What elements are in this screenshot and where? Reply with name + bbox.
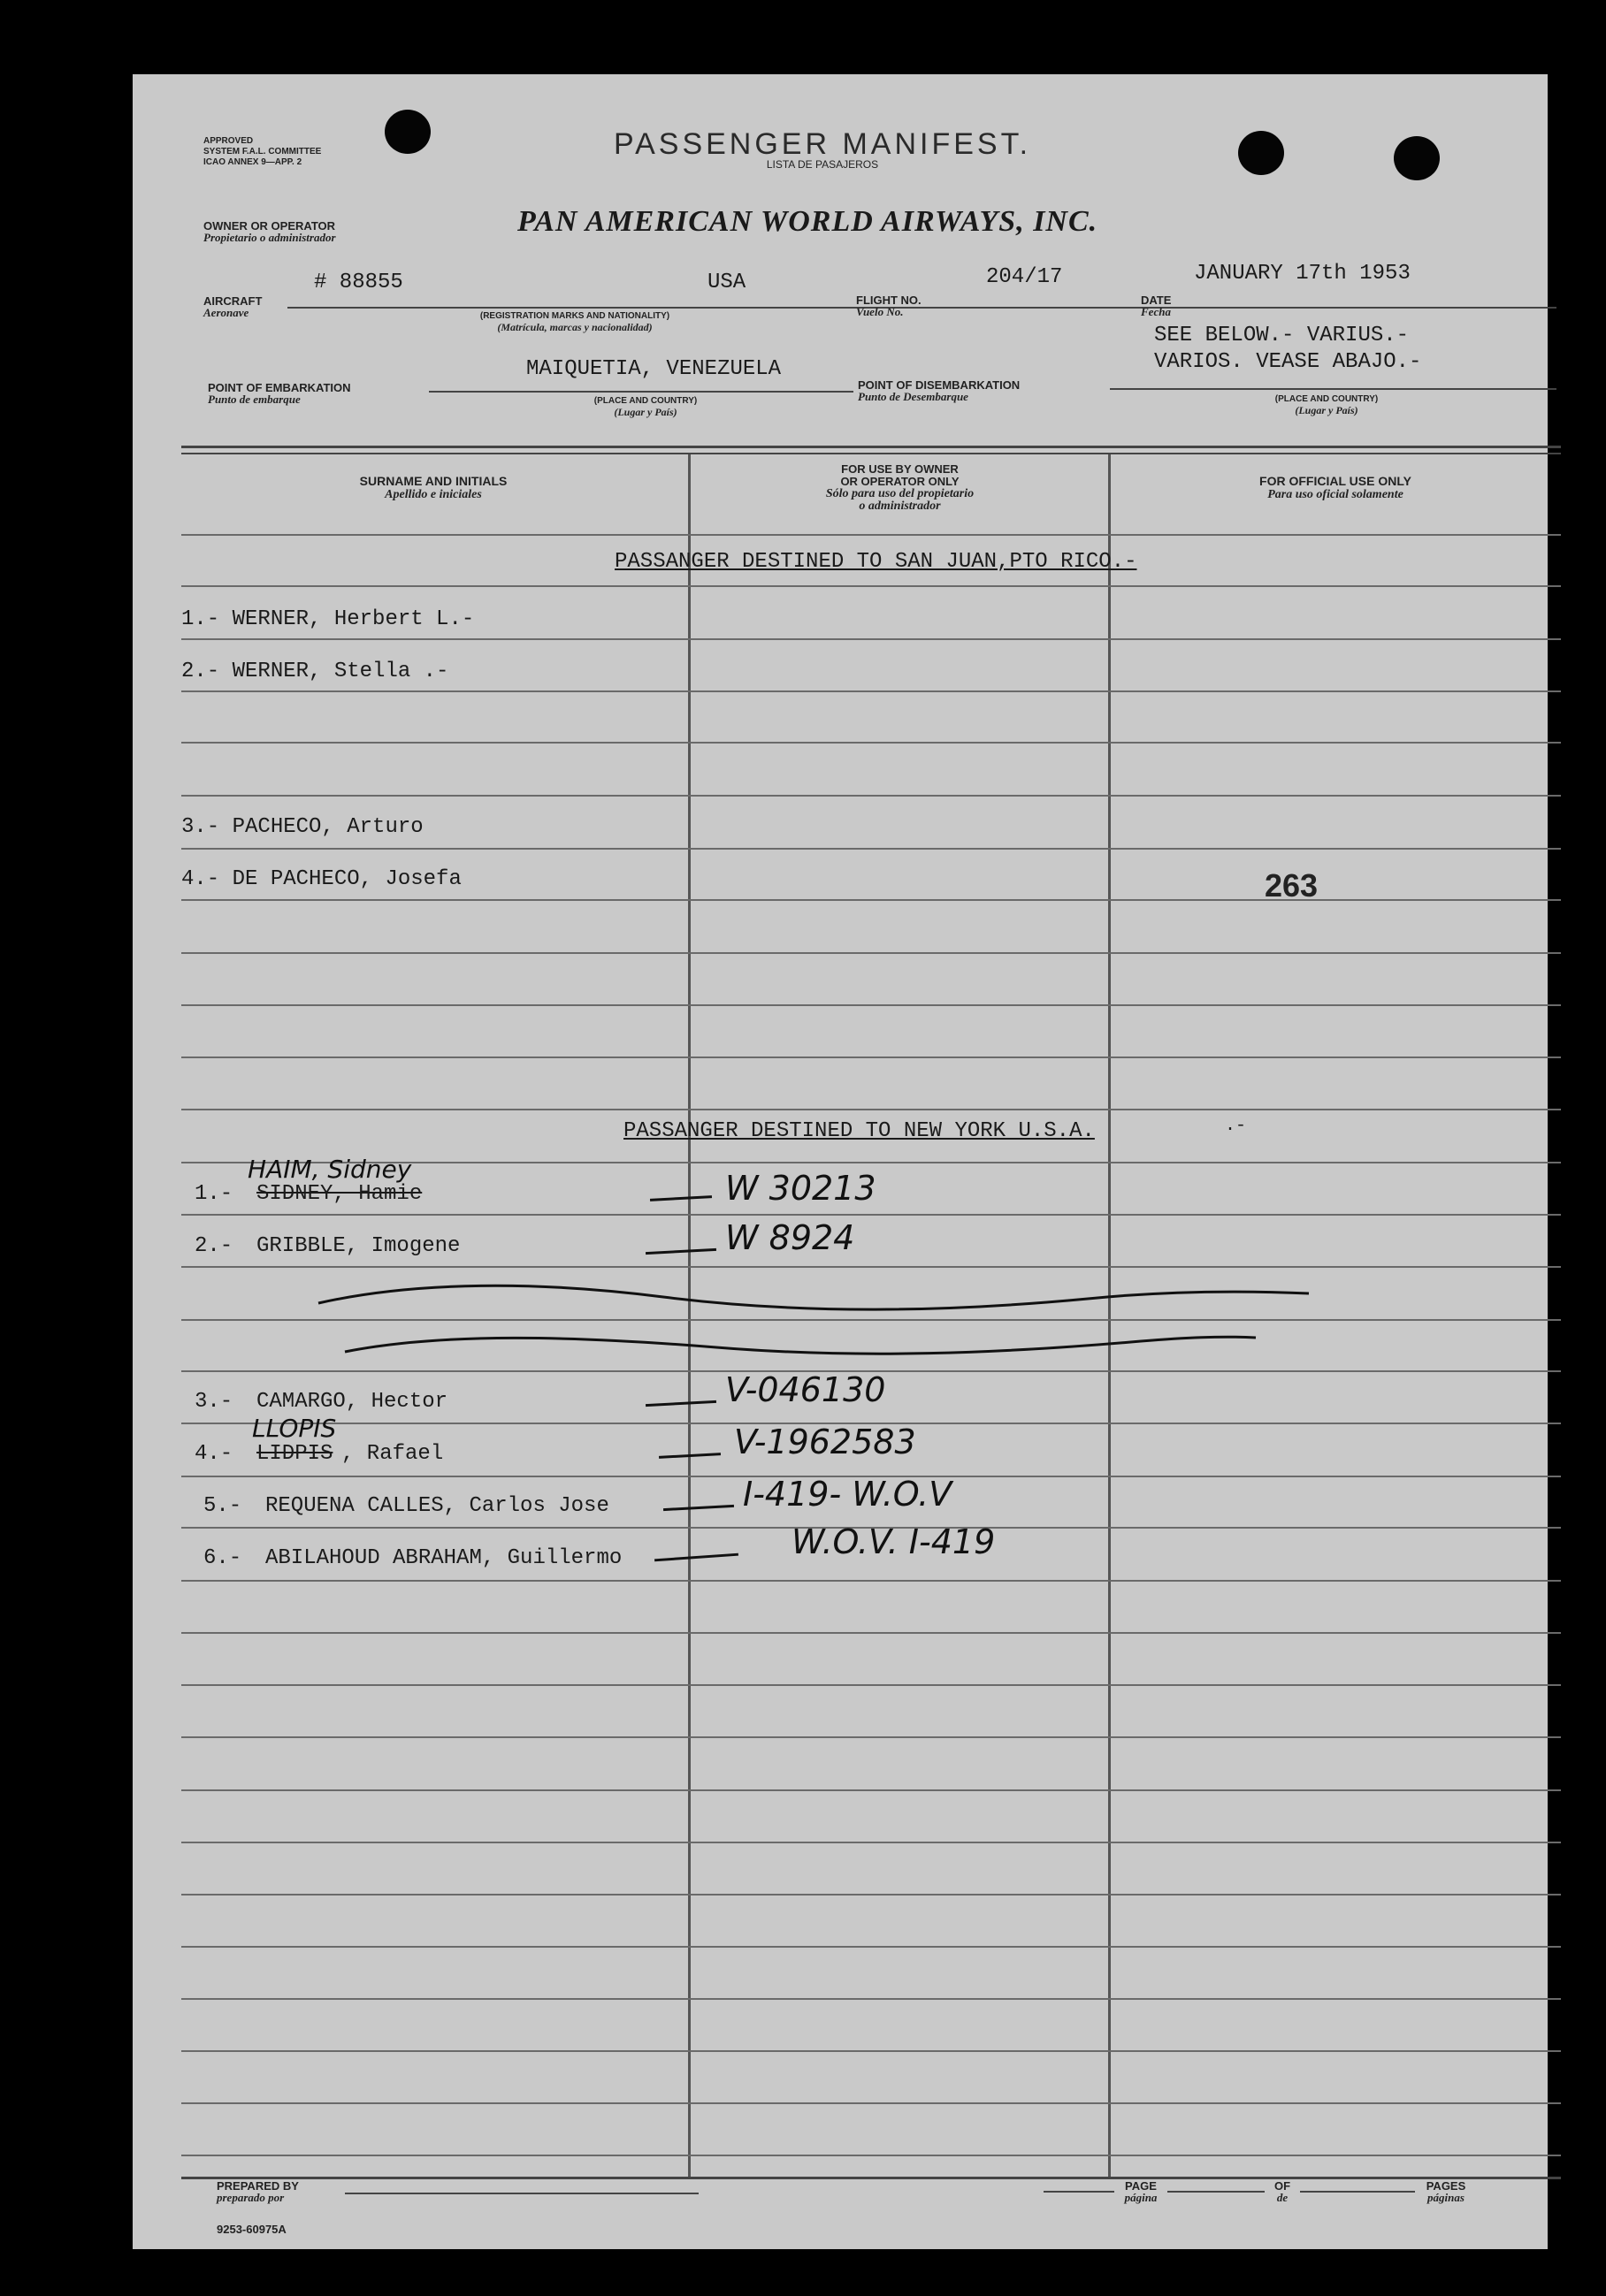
note-dash — [654, 1553, 738, 1562]
ruled-line — [181, 1004, 1561, 1006]
form-number: 9253-60975A — [217, 2223, 287, 2236]
column-header-owner-line: OR OPERATOR ONLY — [840, 475, 960, 488]
date-label — [1141, 294, 1171, 317]
passenger-number: 2.- — [195, 1234, 233, 1258]
column-header-official-es: Para uso oficial solamente — [1267, 488, 1403, 501]
ruled-line — [181, 534, 1561, 536]
flight-value: 204/17 — [986, 265, 1063, 289]
handwritten-correction: HAIM, Sidney — [248, 1155, 412, 1184]
passenger-name: CAMARGO, Hector — [256, 1390, 448, 1414]
ruled-line — [181, 1946, 1561, 1948]
ruled-line — [181, 848, 1561, 850]
title-spanish: LISTA DE PASAJEROS — [766, 158, 879, 171]
note-dash — [646, 1248, 716, 1255]
header-rule — [181, 453, 1561, 454]
of-label — [1265, 2180, 1300, 2203]
disembarkation-label — [858, 379, 1020, 402]
column-header-surname-es: Apellido e iniciales — [385, 488, 482, 501]
manifest-sheet — [133, 74, 1548, 2249]
pages-label-en: PAGES — [1426, 2179, 1466, 2193]
column-header-official — [1114, 474, 1556, 502]
ruled-line — [181, 2155, 1561, 2156]
passenger-name-struck: LIDPIS — [256, 1442, 333, 1466]
page-label-es: página — [1124, 2191, 1158, 2204]
column-header-owner-use — [694, 463, 1105, 513]
ruled-line — [181, 795, 1561, 797]
embarkation-underline — [429, 391, 853, 393]
handwritten-note: V-1962583 — [734, 1423, 916, 1461]
ruled-line — [181, 2050, 1561, 2052]
ruled-line — [181, 585, 1561, 587]
approval-line: ICAO ANNEX 9—APP. 2 — [203, 157, 302, 167]
passenger-name: 4.- DE PACHECO, Josefa — [181, 867, 462, 891]
handwritten-correction: LLOPIS — [252, 1414, 337, 1443]
passenger-name: , Rafael — [341, 1442, 444, 1466]
passenger-name-struck: SIDNEY, Hamie — [256, 1182, 423, 1206]
ruled-line — [181, 690, 1561, 692]
ruled-line — [181, 1894, 1561, 1896]
prepared-by-label — [217, 2180, 299, 2203]
passenger-name: 3.- PACHECO, Arturo — [181, 815, 424, 839]
registration-label — [424, 311, 725, 332]
owner-label — [203, 220, 336, 243]
group-heading: PASSANGER DESTINED TO NEW YORK U.S.A. — [623, 1119, 1095, 1143]
column-header-official-en: FOR OFFICIAL USE ONLY — [1259, 474, 1411, 488]
handwritten-note: W.O.V. I-419 — [792, 1522, 996, 1561]
flight-label-en: FLIGHT NO. — [856, 294, 922, 307]
embarkation-label-en: POINT OF EMBARKATION — [208, 381, 351, 394]
flight-label — [856, 294, 922, 317]
ruled-line — [181, 1998, 1561, 2000]
disembarkation-label-en: POINT OF DISEMBARKATION — [858, 378, 1021, 392]
ruled-line — [181, 742, 1561, 744]
footer-rule — [181, 2177, 1561, 2179]
owner-label-es: Propietario o administrador — [203, 231, 336, 244]
embark-place-label — [531, 396, 761, 417]
handwritten-note: I-419- W.O.V — [743, 1475, 952, 1514]
group-heading: PASSANGER DESTINED TO SAN JUAN,PTO RICO.- — [615, 550, 1137, 574]
column-header-surname — [186, 474, 681, 502]
prepared-by-es: preparado por — [217, 2191, 285, 2204]
date-label-es: Fecha — [1141, 305, 1171, 318]
page-label — [1114, 2180, 1167, 2203]
of-underline — [1300, 2191, 1415, 2193]
flight-label-es: Vuelo No. — [856, 305, 904, 318]
of-label-es: de — [1276, 2191, 1289, 2204]
ruled-line — [181, 1109, 1561, 1110]
passenger-number: 1.- — [195, 1182, 233, 1206]
column-header-owner-line: FOR USE BY OWNER — [841, 462, 959, 476]
ruled-line — [181, 952, 1561, 954]
ruled-line — [181, 1056, 1561, 1058]
place-label-en: (PLACE AND COUNTRY) — [1274, 394, 1379, 404]
column-header-owner-es: Sólo para uso del propietario — [825, 487, 975, 500]
page-underline — [1167, 2191, 1265, 2193]
passenger-name: GRIBBLE, Imogene — [256, 1234, 461, 1258]
passenger-number: 6.- — [203, 1546, 242, 1570]
disembark-place-label — [1212, 394, 1442, 416]
group-heading-tail: .- — [1225, 1116, 1247, 1136]
page-stamp: 263 — [1265, 867, 1319, 904]
disembarkation-underline — [1110, 388, 1556, 390]
page-label-en: PAGE — [1125, 2179, 1157, 2193]
handwritten-note: W 8924 — [725, 1218, 855, 1257]
handwritten-note: V-046130 — [725, 1370, 886, 1409]
pages-label-es: páginas — [1427, 2191, 1465, 2204]
passenger-name: 2.- WERNER, Stella .- — [181, 660, 449, 683]
passenger-name: ABILAHOUD ABRAHAM, Guillermo — [265, 1546, 623, 1570]
registration-label-es: (Matrícula, marcas y nacionalidad) — [497, 321, 653, 333]
passenger-name: REQUENA CALLES, Carlos Jose — [265, 1494, 609, 1518]
passenger-number: 3.- — [195, 1390, 233, 1414]
approval-line: SYSTEM F.A.L. COMMITTEE — [203, 147, 322, 156]
embarkation-label-es: Punto de embarque — [208, 393, 301, 406]
column-header-surname-en: SURNAME AND INITIALS — [359, 474, 508, 488]
place-label-es: (Lugar y País) — [614, 406, 677, 418]
prepared-by-underline — [345, 2193, 699, 2194]
aircraft-label — [203, 295, 262, 318]
disembark-note: SEE BELOW.- VARIUS.- — [1154, 324, 1410, 347]
column-header-owner-es: o administrador — [859, 500, 941, 513]
disembark-note: VARIOS. VEASE ABAJO.- — [1154, 350, 1422, 374]
disembarkation-label-es: Punto de Desembarque — [858, 390, 968, 403]
pages-label — [1415, 2180, 1477, 2203]
date-value: JANUARY 17th 1953 — [1194, 262, 1411, 286]
note-dash — [663, 1505, 734, 1511]
aircraft-underline — [287, 307, 1556, 309]
approval-line: APPROVED — [203, 136, 254, 146]
header-rule — [181, 446, 1561, 448]
punch-hole — [385, 110, 431, 154]
embarkation-value: MAIQUETIA, VENEZUELA — [526, 357, 782, 381]
wavy-line — [310, 1263, 1371, 1369]
note-dash — [646, 1400, 716, 1407]
ruled-line — [181, 1736, 1561, 1738]
prepared-by-en: PREPARED BY — [217, 2179, 299, 2193]
title-text: PASSENGER MANIFEST. — [613, 127, 1032, 161]
of-label-en: OF — [1273, 2179, 1291, 2193]
approval-block — [203, 136, 321, 168]
punch-hole — [1394, 136, 1440, 180]
nationality-value: USA — [707, 271, 746, 294]
aircraft-value: # 88855 — [314, 271, 403, 294]
ruled-line — [181, 1789, 1561, 1791]
ruled-line — [181, 1580, 1561, 1582]
ruled-line — [181, 1684, 1561, 1686]
place-label-es: (Lugar y País) — [1295, 404, 1358, 416]
ruled-line — [181, 899, 1561, 901]
ruled-line — [181, 2102, 1561, 2104]
page-underline — [1044, 2191, 1114, 2193]
owner-label-en: OWNER OR OPERATOR — [203, 219, 336, 233]
date-label-en: DATE — [1141, 294, 1172, 307]
handwritten-note: W 30213 — [725, 1169, 876, 1208]
aircraft-label-es: Aeronave — [203, 306, 249, 319]
aircraft-label-en: AIRCRAFT — [203, 294, 263, 308]
note-dash — [650, 1195, 712, 1201]
embarkation-label — [208, 382, 351, 405]
passenger-number: 4.- — [195, 1442, 233, 1466]
ruled-line — [181, 1632, 1561, 1634]
registration-label-en: (REGISTRATION MARKS AND NATIONALITY) — [479, 311, 670, 321]
operator-name: PAN AMERICAN WORLD AIRWAYS, INC. — [517, 205, 1098, 238]
passenger-name: 1.- WERNER, Herbert L.- — [181, 607, 475, 631]
ruled-line — [181, 1214, 1561, 1216]
page-title — [557, 127, 1088, 171]
passenger-number: 5.- — [203, 1494, 242, 1518]
place-label-en: (PLACE AND COUNTRY) — [593, 396, 698, 406]
ruled-line — [181, 638, 1561, 640]
ruled-line — [181, 1842, 1561, 1843]
punch-hole — [1238, 131, 1284, 175]
